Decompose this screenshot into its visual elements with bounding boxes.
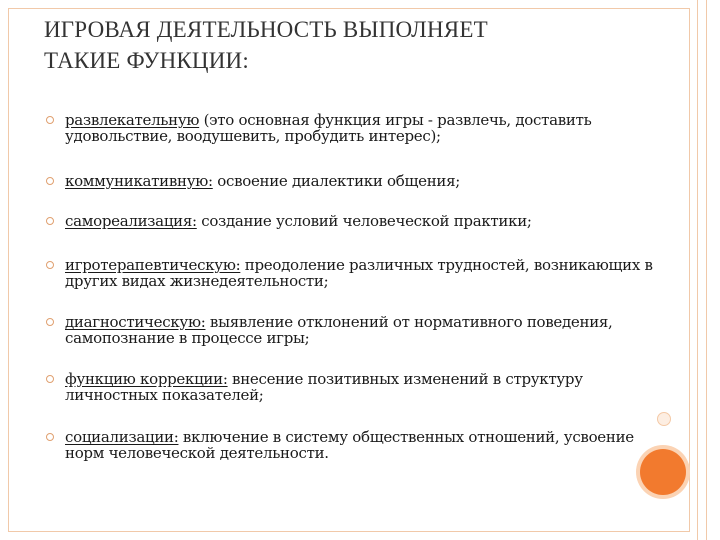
list-item-text — [65, 257, 675, 289]
list-item-text — [65, 173, 675, 189]
function-description: преодоление различных трудностей, возникающих в других видах жизнедеятельности; — [65, 256, 653, 290]
function-description: выявление отклонений от нормативного поведения, самопознание в процессе игры; — [65, 313, 613, 347]
title-line: ТАКИЕ ФУНКЦИИ: — [44, 48, 249, 73]
bullet-icon — [46, 177, 54, 185]
right-rail-line — [697, 0, 698, 540]
bullet-icon — [46, 318, 54, 326]
list-item-text — [65, 213, 675, 229]
bullet-icon — [46, 261, 54, 269]
bullet-icon — [46, 433, 54, 441]
decorative-small-circle — [657, 412, 671, 426]
function-term: социализации: — [65, 428, 179, 446]
function-description: освоение диалектики общения; — [212, 172, 461, 190]
title-line: ИГРОВАЯ ДЕЯТЕЛЬНОСТЬ ВЫПОЛНЯЕТ — [44, 17, 488, 42]
function-description: создание условий человеческой практики; — [196, 212, 532, 230]
slide-title — [44, 14, 644, 76]
function-description: включение в систему общественных отношений, усвоение норм человеческой деятельности. — [65, 428, 634, 462]
function-term: функцию коррекции: — [65, 370, 228, 388]
function-term: развлекательную — [65, 111, 200, 129]
bullet-icon — [46, 217, 54, 225]
function-description: внесение позитивных изменений в структуру личностных показателей; — [65, 370, 583, 404]
function-term: игротерапевтическую: — [65, 256, 241, 274]
right-rail-line — [706, 0, 707, 540]
bullet-icon — [46, 116, 54, 124]
function-term: коммуникативную: — [65, 172, 213, 190]
list-item-text — [65, 112, 675, 144]
bullet-icon — [46, 375, 54, 383]
function-term: самореализация: — [65, 212, 197, 230]
list-item-text — [65, 371, 675, 403]
function-term: диагностическую: — [65, 313, 206, 331]
function-description: (это основная функция игры - развлечь, доставить удовольствие, воодушевить, пробудить интерес); — [65, 111, 592, 145]
list-item-text — [65, 429, 675, 461]
list-item-text — [65, 314, 675, 346]
decorative-orange-circle — [640, 449, 686, 495]
